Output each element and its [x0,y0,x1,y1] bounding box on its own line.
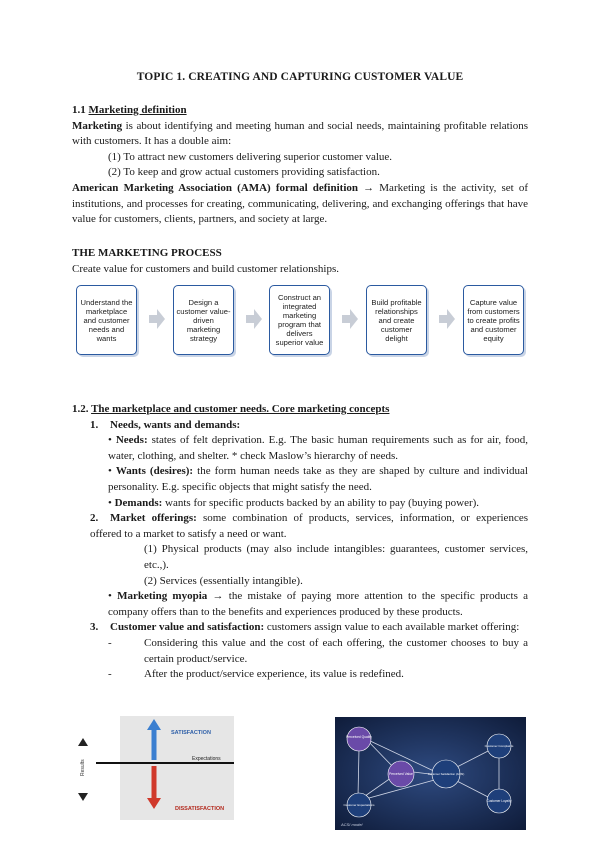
term: Needs: [115,434,148,447]
arrow-right-icon [439,309,455,329]
dash-text: After the product/service experience, its value is redefined. [144,668,404,681]
sub-item: (2) Services (essentially intangible). [144,574,303,587]
process-step: Construct an integrated marketing program that delivers superior value [269,285,330,355]
section-number: 1.2. [72,403,92,415]
section-heading [72,402,528,418]
concept-title: Customer value and satisfaction: [110,621,265,634]
list-item [72,418,528,434]
section-number: 1.1 [72,104,89,116]
aim-item: (2) To keep and grow actual customers providing satisfaction. [108,166,380,179]
dissatisfaction-label: DISSATISFACTION [175,806,225,812]
bullet-item: • Wants (desires): the form human needs take as they are shaped by culture and individual personality. E.g. specific objects that might satisfy the need. [108,465,528,493]
bullet-item: • Marketing myopia → the mistake of paying more attention to the specific products a company offers than to the benefits and experiences produced by these products. [108,590,528,618]
definition-text: some combination of products, services, information, or experiences offered to a market to satisfy a need or want. [90,512,528,540]
axis-label: Results [80,759,86,776]
acsi-node-label: Perceived Quality [346,735,372,739]
marketing-definition [72,119,528,150]
process-subtitle: Create value for customers and build customer relationships. [72,262,339,275]
arrow-right-icon [246,309,262,329]
list-item [72,511,528,542]
acsi-node-label: Customer Satisfaction (ACSI) [427,772,465,776]
expectations-label: Expectations [192,756,221,762]
process-step: Design a customer value-driven marketing strategy [173,285,234,355]
section-core-concepts [72,402,528,683]
term: Marketing myopia [117,590,208,603]
bullet-item: • Demands: wants for specific products backed by an ability to pay (buying power). [108,496,480,509]
triangle-up-icon [78,738,88,746]
acsi-node-label: Customer Loyalty [486,799,512,803]
term: American Marketing Association (AMA) formal definition [72,181,358,194]
process-heading: THE MARKETING PROCESS [72,247,222,259]
definition-text: wants for specific products backed by an ability to pay (buying power). [162,496,480,509]
ama-definition [72,181,528,228]
dash-item: - After the product/service experience, its value is redefined. [108,668,404,681]
list-number: 3. [90,621,99,634]
term: Marketing [72,119,123,132]
acsi-node-label: Perceived Value [389,772,413,776]
section-heading [72,103,528,119]
dash-item: - Considering this value and the cost of each offering, the customer chooses to buy a certain product/service. [108,636,528,665]
definition-text: customers assign value to each available market offering: [264,621,520,634]
term: Demands: [114,496,163,509]
section-title: The marketplace and customer needs. Core marketing concepts [91,403,390,415]
bullet-item: • Needs: states of felt deprivation. E.g. The basic human requirements such as for air, food, water, clothing, and shelter. * check Maslow’s hierarchy of needs. [108,434,528,462]
page-title: TOPIC 1. CREATING AND CAPTURING CUSTOMER VALUE [136,71,464,83]
acsi-node-label: Customer Expectations [343,803,375,807]
process-step: Capture value from customers to create profits and customer equity [463,285,524,355]
list-number: 2. [90,512,99,525]
definition-text: → Marketing is the activity, set of institutions, and processes for creating, communicating, delivering, and exchanging offerings that have value for customers, clients, partners, and society at large. [72,181,528,226]
acsi-caption: ACSI model [341,822,363,827]
definition-text: is about identifying and meeting human and social needs, maintaining profitable relations with customers. It has a double aim: [72,119,528,148]
sub-item: (1) Physical products (may also include intangibles: guarantees, customer services, etc.,). [144,543,528,571]
list-number: 1. [90,418,99,431]
acsi-node [347,727,371,751]
concept-title: Market offerings: [110,512,197,525]
concept-title: Needs, wants and demands: [110,418,241,431]
term: Wants (desires): [115,465,194,478]
process-step: Build profitable relationships and create customer delight [366,285,427,355]
section-title: Marketing definition [88,104,187,116]
process-step: Understand the marketplace and customer needs and wants [76,285,137,355]
marketing-process-diagram [76,285,528,361]
acsi-node-label: Customer Complaints [484,744,514,748]
marketing-process-section [72,246,528,277]
list-item [72,620,528,636]
definition-text: states of felt deprivation. E.g. The basic human requirements such as for air, food, water, clothing, and shelter. * check Maslow’s hierarchy of needs. [108,434,528,462]
section-marketing-definition [72,103,528,228]
triangle-down-icon [78,793,88,801]
definition-text: → the mistake of paying more attention to the specific products a company offers than to the benefits and experiences produced by these products. [108,590,528,618]
aim-item: (1) To attract new customers delivering superior customer value. [108,150,393,163]
arrow-right-icon [342,309,358,329]
definition-text: the form human needs take as they are shaped by culture and individual personality. E.g. specific objects that might satisfy the need. [108,465,528,493]
acsi-model-diagram [335,717,526,830]
dash-text: Considering this value and the cost of each offering, the customer chooses to buy a certain product/service. [144,636,528,665]
satisfaction-diagram [74,716,234,820]
arrow-right-icon [149,309,165,329]
satisfaction-label: SATISFACTION [171,730,211,736]
